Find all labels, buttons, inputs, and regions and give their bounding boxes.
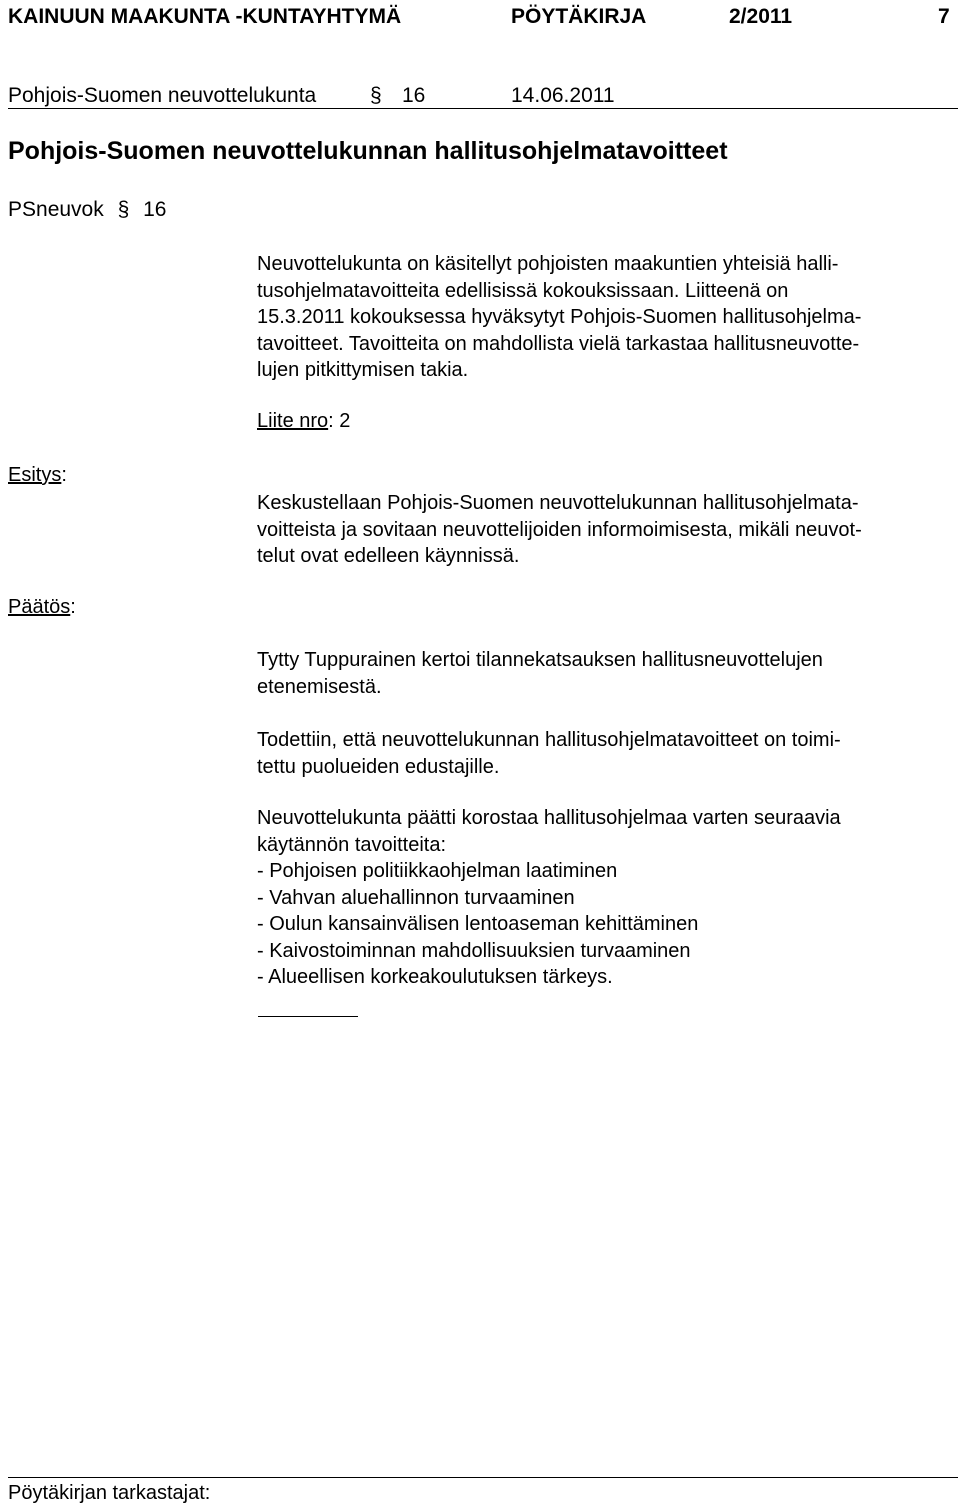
paatos-paragraph-1 xyxy=(257,647,947,700)
paatos-label: Päätös xyxy=(8,596,71,618)
paatos-colon: : xyxy=(70,596,76,618)
document-type: PÖYTÄKIRJA xyxy=(511,5,647,28)
page-number: 7 xyxy=(938,5,950,28)
goal-list-item: - Kaivostoiminnan mahdollisuuksien turvaaminen xyxy=(257,939,691,962)
paatos-paragraph-3 xyxy=(257,805,947,991)
esitys-line: telut ovat edelleen käynnissä. xyxy=(257,545,520,567)
meeting-date: 14.06.2011 xyxy=(511,84,615,107)
intro-line: Neuvottelukunta on käsitellyt pohjoisten maakuntien yhteisiä halli- xyxy=(257,253,839,275)
case-reference xyxy=(8,198,166,222)
attachment-value: : 2 xyxy=(328,410,351,432)
paatos-line: käytännön tavoitteita: xyxy=(257,833,447,856)
goal-list-item: - Vahvan aluehallinnon turvaaminen xyxy=(257,886,575,909)
footer-label: Pöytäkirjan tarkastajat: xyxy=(8,1482,211,1504)
paatos-line: Todettiin, että neuvottelukunnan hallitusohjelmatavoitteet on toimi- xyxy=(257,729,841,751)
intro-paragraph xyxy=(257,251,947,384)
goal-list-item: - Pohjoisen politiikkaohjelman laatiminen xyxy=(257,860,618,882)
section-symbol: § xyxy=(370,84,382,107)
footer-rule xyxy=(8,1477,958,1478)
document-number: 2/2011 xyxy=(729,5,793,28)
esitys-line: voitteista ja sovitaan neuvottelijoiden informoimisesta, mikäli neuvot- xyxy=(257,518,862,541)
header-rule xyxy=(8,108,958,109)
paatos-paragraph-2 xyxy=(257,727,947,780)
goal-list-item: - Oulun kansainvälisen lentoaseman kehittäminen xyxy=(257,913,699,935)
esitys-label-wrap xyxy=(8,464,67,487)
intro-line: lujen pitkittymisen takia. xyxy=(257,359,469,381)
paatos-line: etenemisestä. xyxy=(257,675,382,698)
case-section-symbol: § xyxy=(117,198,130,221)
intro-line: tusohjelmatavoitteita edellisissä kokouksissaan. Liitteenä on xyxy=(257,279,789,302)
section-number: 16 xyxy=(402,84,426,107)
attachment-label: Liite nro xyxy=(257,410,329,432)
intro-line: 15.3.2011 kokouksessa hyväksytyt Pohjois-Suomen hallitusohjelma- xyxy=(257,306,862,328)
esitys-paragraph xyxy=(257,490,947,570)
end-of-section-line xyxy=(258,1016,358,1017)
paatos-label-wrap xyxy=(8,596,76,619)
esitys-line: Keskustellaan Pohjois-Suomen neuvottelukunnan hallitusohjelmata- xyxy=(257,492,859,514)
intro-line: tavoitteet. Tavoitteita on mahdollista vielä tarkastaa hallitusneuvotte- xyxy=(257,332,860,355)
attachment-reference xyxy=(257,410,350,433)
page-title: Pohjois-Suomen neuvottelukunnan hallitusohjelmatavoitteet xyxy=(8,137,728,165)
goal-list-item: - Alueellisen korkeakoulutuksen tärkeys. xyxy=(257,966,613,988)
case-label: PSneuvok xyxy=(8,198,104,221)
esitys-colon: : xyxy=(61,464,67,486)
organization-name: KAINUUN MAAKUNTA -KUNTAYHTYMÄ xyxy=(8,5,402,28)
esitys-label: Esitys xyxy=(8,464,62,486)
paatos-line: tettu puolueiden edustajille. xyxy=(257,755,500,778)
meeting-body: Pohjois-Suomen neuvottelukunta xyxy=(8,84,317,107)
paatos-line: Tytty Tuppurainen kertoi tilannekatsauksen hallitusneuvottelujen xyxy=(257,649,823,671)
case-number: 16 xyxy=(143,198,167,221)
paatos-line: Neuvottelukunta päätti korostaa hallitusohjelmaa varten seuraavia xyxy=(257,807,841,829)
